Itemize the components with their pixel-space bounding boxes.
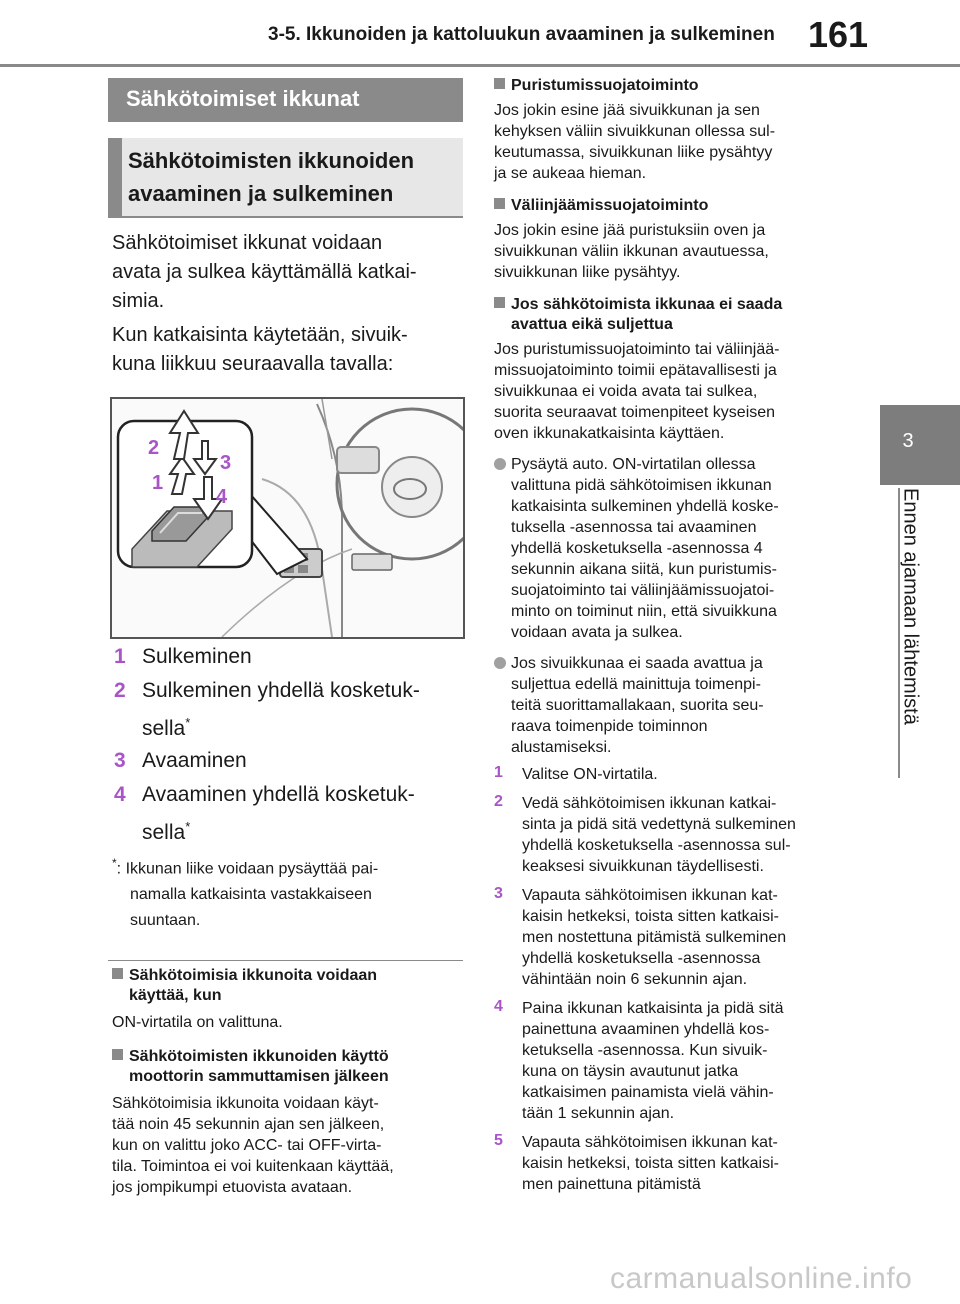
step-line: kaisin hetkeksi, toista sitten katkaisi- — [522, 908, 779, 925]
square-bullet-icon — [112, 968, 123, 979]
note-line: kun on valittu joko ACC- tai OFF-virta- — [112, 1137, 382, 1154]
bullet-line: katkaisinta sulkeminen yhdellä koske- — [511, 498, 779, 515]
footnote-line: : Ikkunan liike voidaan pysäyttää pai- — [116, 860, 379, 878]
watermark-text: carmanualsonline.info — [610, 1262, 913, 1295]
footnote-line: namalla katkaisinta vastakkaiseen — [130, 886, 372, 904]
note-line: tää noin 45 sekunnin ajan sen jälkeen, — [112, 1116, 385, 1133]
list-text: Sulkeminen yhdellä kosketuk- — [142, 679, 420, 702]
note-line: Jos jokin esine jää puristuksiin oven ja — [494, 222, 766, 239]
note-line: tila. Toimintoa ei voi kuitenkaan käyttää, — [112, 1158, 394, 1175]
bullet-line: valittuna pidä sähkötoimisen ikkunan — [511, 477, 772, 494]
list-number: 4 — [114, 783, 126, 806]
bullet-line: sekunnin aikana siitä, kun puristumis- — [511, 561, 777, 578]
right-column — [494, 76, 849, 1195]
bullet-line: raava toimenpide toiminnon — [511, 718, 708, 735]
step-line: men nostettuna pitämistä sulkeminen — [522, 929, 787, 946]
note-line: sivuikkunaa ei voida avata tai sulkea, — [494, 383, 758, 400]
chapter-label-box — [860, 488, 960, 778]
step-number: 2 — [494, 793, 503, 810]
step-line: Vapauta sähkötoimisen ikkunan kat- — [522, 887, 778, 904]
list-number: 3 — [114, 749, 126, 772]
note-block — [494, 295, 849, 444]
square-bullet-icon — [494, 78, 505, 89]
list-text-cont: sella — [142, 821, 186, 844]
step-line: painettuna avaaminen yhdellä kos- — [522, 1021, 770, 1038]
note-heading: Puristumissuojatoiminto — [511, 77, 699, 94]
step-item — [494, 764, 849, 785]
step-item — [494, 998, 849, 1124]
list-text: Sulkeminen — [142, 645, 252, 668]
bullet-line: voidaan avata ja sulkea. — [511, 624, 683, 641]
intro-p1-line: simia. — [112, 290, 165, 312]
square-bullet-icon — [494, 198, 505, 209]
note-block — [494, 196, 849, 283]
bullet-line: suojatoiminto tai väliinjäämissuojatoi- — [511, 582, 775, 599]
note-block — [112, 966, 464, 1033]
step-item — [494, 793, 849, 877]
note-heading: Sähkötoimisten ikkunoiden käyttö — [129, 1048, 389, 1065]
round-bullet-icon — [494, 458, 506, 470]
list-text-cont: sella — [142, 717, 186, 740]
square-bullet-icon — [494, 297, 505, 308]
note-line: jos jompikumpi etuovista avataan. — [112, 1179, 353, 1196]
figure-label-1: 1 — [152, 472, 164, 494]
list-number: 1 — [114, 645, 126, 668]
note-line: keutumassa, sivuikkunan liike pysähtyy — [494, 144, 773, 161]
note-block — [112, 1047, 464, 1198]
footnote-line: suuntaan. — [130, 912, 201, 930]
intro-paragraph-1 — [112, 229, 462, 316]
bullet-line: Jos sivuikkunaa ei saada avattua ja — [511, 655, 763, 672]
step-line: vähintään noin 6 sekunnin ajan. — [522, 971, 748, 988]
asterisk-mark: * — [185, 819, 191, 834]
bullet-line: yhdellä kosketuksella -asennossa 4 — [511, 540, 763, 557]
note-line: sivuikkunan liike pysähtyy. — [494, 264, 681, 281]
note-line: Sähkötoimisia ikkunoita voidaan käyt- — [112, 1095, 379, 1112]
subsection-title-line1: Sähkötoimisten ikkunoiden — [128, 148, 415, 173]
bullet-item — [494, 653, 849, 758]
list-item — [114, 749, 464, 783]
step-line: tään 1 sekunnin ajan. — [522, 1105, 675, 1122]
chapter-label: Ennen ajamaan lähtemistä — [899, 488, 922, 725]
note-line: ja se aukeaa hieman. — [494, 165, 647, 182]
subsection-marker — [108, 138, 122, 218]
bullet-line: tuksella -asennossa tai avaaminen — [511, 519, 757, 536]
step-number: 3 — [494, 885, 503, 902]
bullet-line: Pysäytä auto. ON-virtatilan ollessa — [511, 456, 756, 473]
note-heading: Väliinjäämissuojatoiminto — [511, 197, 709, 214]
step-line: kaisin hetkeksi, toista sitten katkaisi- — [522, 1155, 779, 1172]
figure-label-4: 4 — [216, 486, 228, 508]
list-text-line2 — [142, 819, 464, 845]
left-notes — [112, 966, 464, 1198]
step-line: sinta ja pidä sitä vedettynä sulkeminen — [522, 816, 796, 833]
list-number: 2 — [114, 679, 126, 702]
intro-p2-line: kuna liikkuu seuraavalla tavalla: — [112, 353, 394, 375]
bullet-item — [494, 454, 849, 643]
intro-p1-line: avata ja sulkea käyttämällä katkai- — [112, 261, 417, 283]
step-line: yhdellä kosketuksella -asennossa sul- — [522, 837, 791, 854]
intro-p2-line: Kun katkaisinta käytetään, sivuik- — [112, 324, 408, 346]
step-number: 1 — [494, 764, 503, 781]
round-bullet-icon — [494, 657, 506, 669]
operation-list — [114, 645, 464, 853]
list-item — [114, 679, 464, 749]
step-number: 4 — [494, 998, 503, 1015]
note-line: Jos jokin esine jää sivuikkunan ja sen — [494, 102, 760, 119]
section-title: Sähkötoimiset ikkunat — [126, 86, 360, 111]
note-heading-cont: moottorin sammuttamisen jälkeen — [129, 1068, 389, 1085]
list-text-line2 — [142, 715, 464, 741]
note-heading-cont: avattua eikä suljettua — [511, 316, 673, 333]
note-line: kehyksen väliin sivuikkunan ollessa sul- — [494, 123, 776, 140]
step-line: Vapauta sähkötoimisen ikkunan kat- — [522, 1134, 778, 1151]
bullet-line: alustamiseksi. — [511, 739, 612, 756]
step-line: ketuksella -asennossa. Kun sivuik- — [522, 1042, 768, 1059]
asterisk-mark: * — [185, 715, 191, 730]
bullet-line: suljettua edellä mainittuja toimenpi- — [511, 676, 761, 693]
note-line: missuojatoiminto toimii epätavallisesti ja — [494, 362, 777, 379]
step-line: keaksesi sivuikkunan täydellisesti. — [522, 858, 764, 875]
section-title-bar — [108, 78, 463, 122]
note-heading: Sähkötoimisia ikkunoita voidaan — [129, 967, 378, 984]
intro-paragraph-2 — [112, 321, 462, 379]
step-line: Valitse ON-virtatila. — [522, 766, 658, 783]
square-bullet-icon — [112, 1049, 123, 1060]
step-line: Vedä sähkötoimisen ikkunan katkai- — [522, 795, 777, 812]
list-item — [114, 783, 464, 853]
section-separator — [108, 960, 463, 961]
note-line: Jos puristumissuojatoiminto tai väliinjää- — [494, 341, 780, 358]
subsection-title — [128, 144, 458, 210]
note-line: suorita seuraavat toimenpiteet kyseisen — [494, 404, 776, 421]
subsection-title-line2: avaaminen ja sulkeminen — [128, 181, 394, 206]
note-line: ON-virtatila on valittuna. — [112, 1014, 283, 1031]
footnote-asterisk: * — [112, 856, 117, 870]
step-number: 5 — [494, 1132, 503, 1149]
running-header-title: 3-5. Ikkunoiden ja kattoluukun avaaminen ja sulkeminen — [268, 24, 775, 45]
step-item — [494, 1132, 849, 1195]
note-block — [494, 76, 849, 184]
window-switch-illustration — [110, 397, 465, 639]
note-line: oven ikkunakatkaisinta käyttäen. — [494, 425, 725, 442]
list-item — [114, 645, 464, 679]
step-line: yhdellä kosketuksella -asennossa — [522, 950, 761, 967]
header-rule — [0, 64, 960, 67]
step-line: men painettuna pitämistä — [522, 1176, 701, 1193]
illustration-svg — [112, 399, 463, 637]
note-heading-cont: käyttää, kun — [129, 987, 222, 1004]
chapter-number: 3 — [902, 430, 914, 452]
step-line: kuna on täysin avautunut jatka — [522, 1063, 739, 1080]
bullet-line: minto on toiminut niin, että sivuikkuna — [511, 603, 777, 620]
note-heading: Jos sähkötoimista ikkunaa ei saada — [511, 296, 783, 313]
step-line: Paina ikkunan katkaisinta ja pidä sitä — [522, 1000, 784, 1017]
page-number: 161 — [808, 14, 869, 55]
intro-p1-line: Sähkötoimiset ikkunat voidaan — [112, 232, 383, 254]
footnote — [112, 850, 462, 934]
bullet-line: teitä suorittamallakaan, suorita seu- — [511, 697, 764, 714]
list-text: Avaaminen yhdellä kosketuk- — [142, 783, 415, 806]
figure-label-2: 2 — [148, 437, 160, 459]
figure-label-3: 3 — [220, 452, 232, 474]
note-line: sivuikkunan väliin ikkunan avautuessa, — [494, 243, 769, 260]
step-item — [494, 885, 849, 990]
list-text: Avaaminen — [142, 749, 247, 772]
step-line: katkaisimen painamista vielä vähin- — [522, 1084, 774, 1101]
